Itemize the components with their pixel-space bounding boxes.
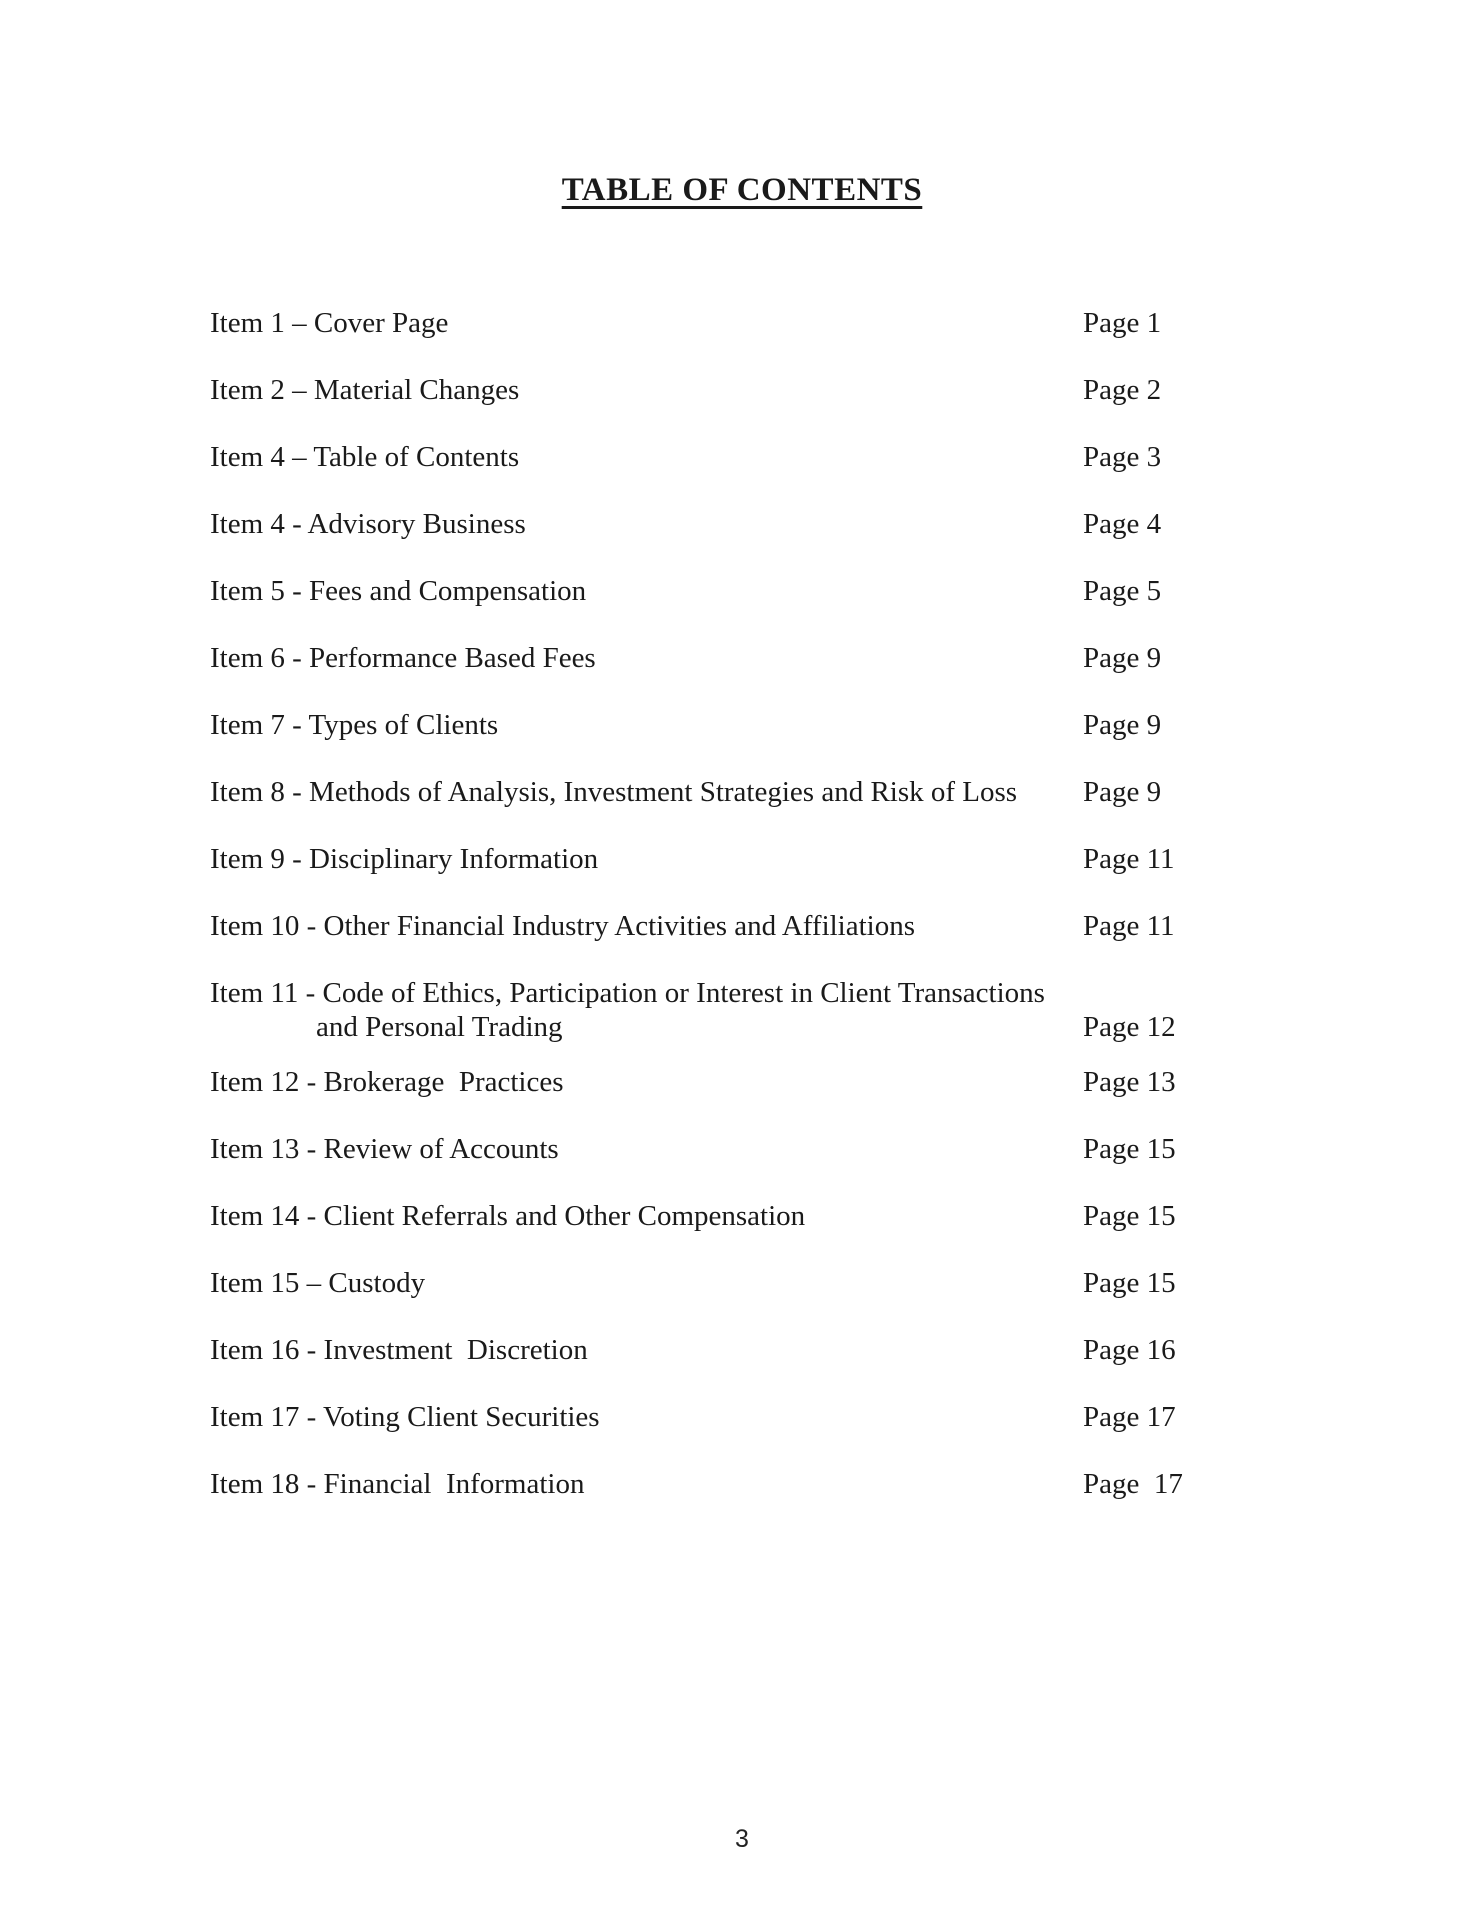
toc-page-ref: Page 12	[1083, 1011, 1176, 1043]
toc-item-label: Item 6 - Performance Based Fees	[210, 642, 596, 674]
toc-page-ref: Page 15	[1083, 1267, 1176, 1299]
toc-page-ref: Page 11	[1083, 843, 1175, 875]
toc-item-label: Item 1 – Cover Page	[210, 307, 449, 339]
toc-item-label: Item 10 - Other Financial Industry Activities and Affiliations	[210, 910, 916, 942]
toc-page-ref: Page 13	[1083, 1066, 1176, 1098]
toc-item-label-line2: and Personal Trading	[316, 1011, 563, 1043]
toc-row	[0, 373, 1484, 407]
toc-row	[0, 909, 1484, 943]
toc-page-ref: Page 15	[1083, 1133, 1176, 1165]
toc-page-ref: Page 17	[1083, 1401, 1176, 1433]
toc-row	[0, 1333, 1484, 1367]
toc-row	[0, 1467, 1484, 1501]
toc-page-ref: Page 17	[1083, 1468, 1183, 1500]
toc-item-label: Item 14 - Client Referrals and Other Compensation	[210, 1200, 806, 1232]
toc-row	[0, 842, 1484, 876]
toc-row	[0, 574, 1484, 608]
toc-row	[0, 440, 1484, 474]
toc-row	[0, 976, 1484, 1044]
toc-page-ref: Page 9	[1083, 709, 1162, 741]
toc-item-label: Item 9 - Disciplinary Information	[210, 843, 599, 875]
toc-row	[0, 507, 1484, 541]
toc-row	[0, 641, 1484, 675]
toc-item-label: Item 18 - Financial Information	[210, 1468, 585, 1500]
toc-page-ref: Page 3	[1083, 441, 1162, 473]
toc-page-ref: Page 16	[1083, 1334, 1176, 1366]
toc-page-ref: Page 15	[1083, 1200, 1176, 1232]
toc-page-ref: Page 1	[1083, 307, 1162, 339]
toc-item-label: Item 11 - Code of Ethics, Participation or Interest in Client Transactions	[210, 977, 1045, 1009]
toc-page-ref: Page 5	[1083, 575, 1162, 607]
toc-item-label: Item 17 - Voting Client Securities	[210, 1401, 600, 1433]
toc-page-ref: Page 9	[1083, 776, 1162, 808]
toc-row	[0, 1065, 1484, 1099]
footer-page-number: 3	[735, 1825, 749, 1853]
toc-item-label: Item 2 – Material Changes	[210, 374, 520, 406]
toc-row	[0, 1132, 1484, 1166]
toc-item-label: Item 7 - Types of Clients	[210, 709, 499, 741]
toc-item-label: Item 15 – Custody	[210, 1267, 426, 1299]
toc-item-label: Item 12 - Brokerage Practices	[210, 1066, 564, 1098]
table-of-contents	[0, 306, 1484, 1501]
toc-page-ref: Page 9	[1083, 642, 1162, 674]
toc-item-label: Item 13 - Review of Accounts	[210, 1133, 559, 1165]
toc-item-label: Item 4 - Advisory Business	[210, 508, 526, 540]
toc-page-ref: Page 4	[1083, 508, 1162, 540]
toc-row	[0, 775, 1484, 809]
toc-row	[0, 1199, 1484, 1233]
toc-row	[0, 1400, 1484, 1434]
page-title: TABLE OF CONTENTS	[561, 172, 923, 208]
toc-item-label: Item 16 - Investment Discretion	[210, 1334, 588, 1366]
title-block	[0, 0, 1484, 211]
toc-row	[0, 1266, 1484, 1300]
toc-row	[0, 708, 1484, 742]
toc-item-label: Item 8 - Methods of Analysis, Investment Strategies and Risk of Loss	[210, 776, 1018, 808]
toc-item-label: Item 4 – Table of Contents	[210, 441, 520, 473]
toc-page-ref: Page 2	[1083, 374, 1162, 406]
toc-item-label: Item 5 - Fees and Compensation	[210, 575, 587, 607]
toc-page-ref: Page 11	[1083, 910, 1175, 942]
toc-row	[0, 306, 1484, 340]
